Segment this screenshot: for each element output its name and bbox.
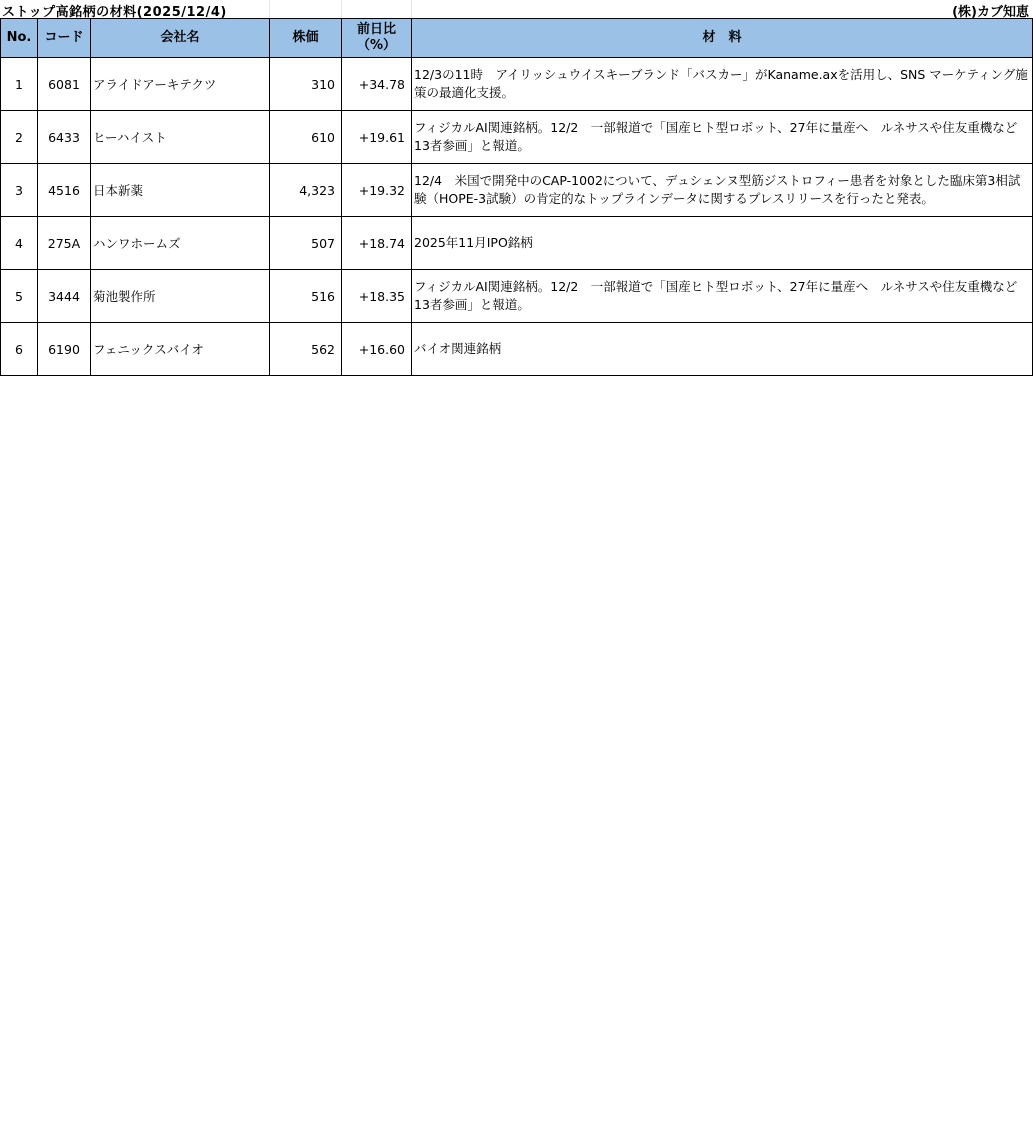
- cell-code: 4516: [38, 164, 91, 217]
- cell-price: 516: [270, 270, 342, 323]
- cell-company-name: 日本新薬: [91, 164, 270, 217]
- cell-company-name: フェニックスバイオ: [91, 323, 270, 376]
- header-change-line2: （%）: [356, 38, 397, 53]
- table-row: [1, 270, 1033, 323]
- header-change: [342, 19, 412, 58]
- cell-company-name: アライドアーキテクツ: [91, 58, 270, 111]
- header-no: No.: [1, 19, 38, 58]
- cell-no: 4: [1, 217, 38, 270]
- cell-code: 3444: [38, 270, 91, 323]
- cell-no: 3: [1, 164, 38, 217]
- cell-price: 4,323: [270, 164, 342, 217]
- header-material: 材 料: [412, 19, 1033, 58]
- stock-table: [0, 18, 1033, 376]
- cell-code: 6190: [38, 323, 91, 376]
- cell-code: 6433: [38, 111, 91, 164]
- table-row: [1, 111, 1033, 164]
- cell-code: 6081: [38, 58, 91, 111]
- cell-no: 2: [1, 111, 38, 164]
- gridline: [341, 0, 342, 18]
- cell-no: 1: [1, 58, 38, 111]
- stop-high-sheet: [0, 0, 1033, 376]
- cell-material: 12/4 米国で開発中のCAP-1002について、デュシェンヌ型筋ジストロフィー患者を対象とした臨床第3相試験（HOPE-3試験）の肯定的なトップラインデータに関するプレスリリースを行ったと発表。: [412, 164, 1033, 217]
- cell-change: +34.78: [342, 58, 412, 111]
- table-row: [1, 58, 1033, 111]
- cell-company-name: ハンワホームズ: [91, 217, 270, 270]
- cell-material: フィジカルAI関連銘柄。12/2 一部報道で「国産ヒト型ロボット、27年に量産へ ルネサスや住友重機など13者参画」と報道。: [412, 111, 1033, 164]
- header-code: コード: [38, 19, 91, 58]
- table-row: [1, 217, 1033, 270]
- cell-code: 275A: [38, 217, 91, 270]
- cell-material: フィジカルAI関連銘柄。12/2 一部報道で「国産ヒト型ロボット、27年に量産へ ルネサスや住友重機など13者参画」と報道。: [412, 270, 1033, 323]
- cell-change: +18.74: [342, 217, 412, 270]
- header-price: 株価: [270, 19, 342, 58]
- cell-change: +18.35: [342, 270, 412, 323]
- cell-price: 310: [270, 58, 342, 111]
- cell-price: 507: [270, 217, 342, 270]
- header-row: [1, 19, 1033, 58]
- cell-price: 610: [270, 111, 342, 164]
- gridline: [411, 0, 412, 18]
- gridline: [269, 0, 270, 18]
- cell-price: 562: [270, 323, 342, 376]
- cell-change: +16.60: [342, 323, 412, 376]
- cell-company-name: 菊池製作所: [91, 270, 270, 323]
- cell-no: 5: [1, 270, 38, 323]
- cell-no: 6: [1, 323, 38, 376]
- cell-change: +19.61: [342, 111, 412, 164]
- cell-change: +19.32: [342, 164, 412, 217]
- cell-company-name: ヒーハイスト: [91, 111, 270, 164]
- header-change-line1: 前日比: [356, 22, 396, 37]
- cell-material: バイオ関連銘柄: [412, 323, 1033, 376]
- sheet-title: ストップ高銘柄の材料(2025/12/4): [2, 5, 227, 20]
- title-row: [0, 0, 1033, 18]
- table-row: [1, 323, 1033, 376]
- cell-material: 12/3の11時 アイリッシュウイスキーブランド「バスカー」がKaname.axを活用し、SNS マーケティング施策の最適化支援。: [412, 58, 1033, 111]
- cell-material: 2025年11月IPO銘柄: [412, 217, 1033, 270]
- table-row: [1, 164, 1033, 217]
- header-company-name: 会社名: [91, 19, 270, 58]
- publisher-name: (株)カブ知恵: [952, 5, 1029, 20]
